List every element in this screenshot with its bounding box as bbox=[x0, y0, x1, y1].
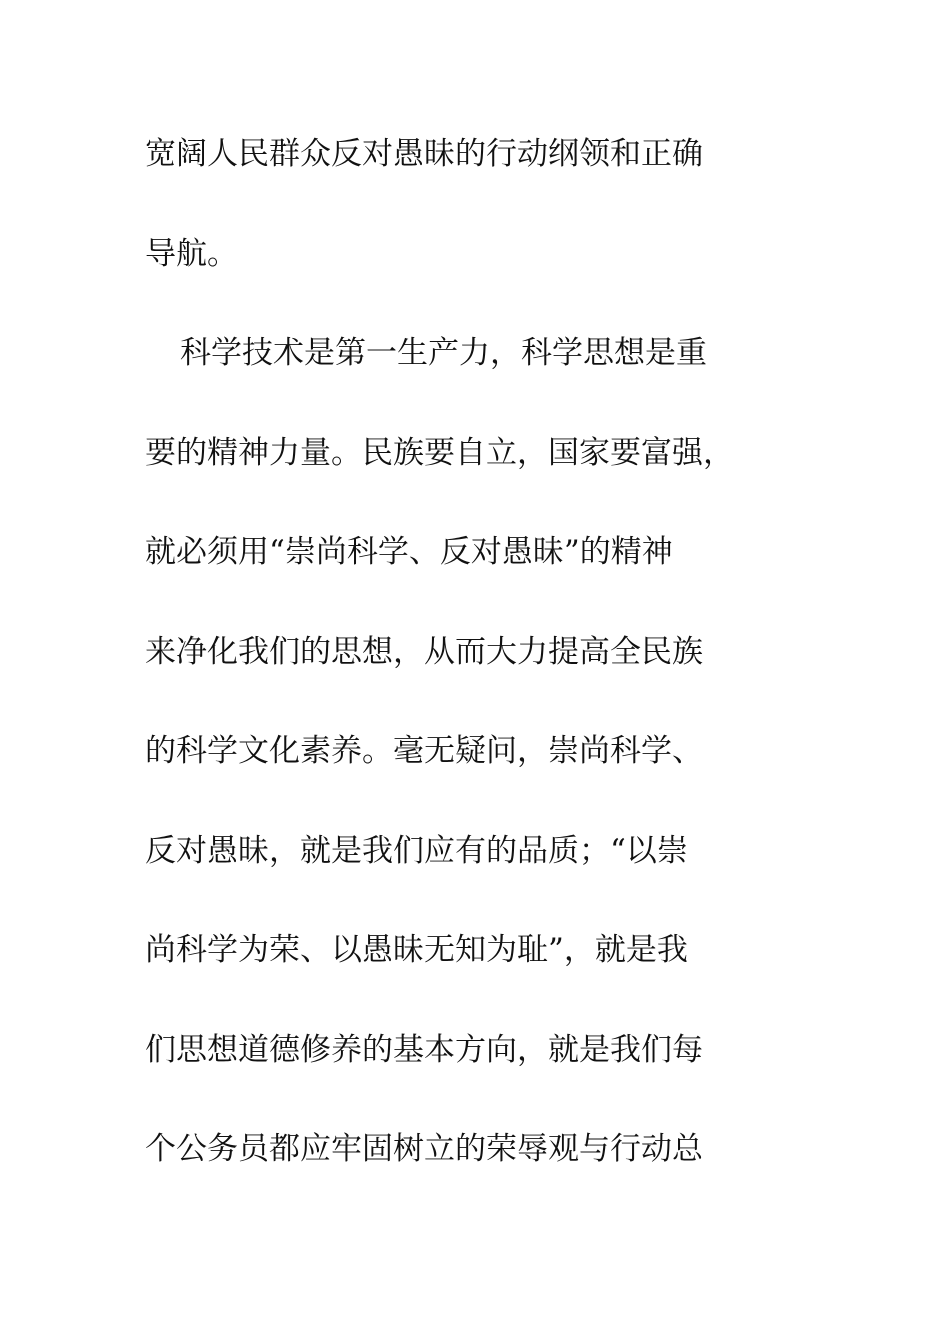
text-line: 就必须用“崇尚科学、反对愚昧”的精神 bbox=[145, 534, 673, 570]
text-line: 个公务员都应牢固树立的荣辱观与行动总 bbox=[145, 1131, 703, 1167]
paragraph-first-line: 科学技术是第一生产力，科学思想是重 bbox=[180, 335, 707, 371]
text-line: 宽阔人民群众反对愚昧的行动纲领和正确 bbox=[145, 136, 703, 172]
text-line: 要的精神力量。民族要自立，国家要富强， bbox=[145, 435, 734, 471]
text-line: 们思想道德修养的基本方向，就是我们每 bbox=[145, 1032, 703, 1068]
text-line: 导航。 bbox=[145, 236, 238, 272]
text-line: 的科学文化素养。毫无疑问，崇尚科学、 bbox=[145, 733, 703, 769]
text-line: 来净化我们的思想，从而大力提高全民族 bbox=[145, 634, 703, 670]
text-line: 尚科学为荣、以愚昧无知为耻”，就是我 bbox=[145, 932, 688, 968]
text-line: 反对愚昧，就是我们应有的品质；“以崇 bbox=[145, 833, 688, 869]
